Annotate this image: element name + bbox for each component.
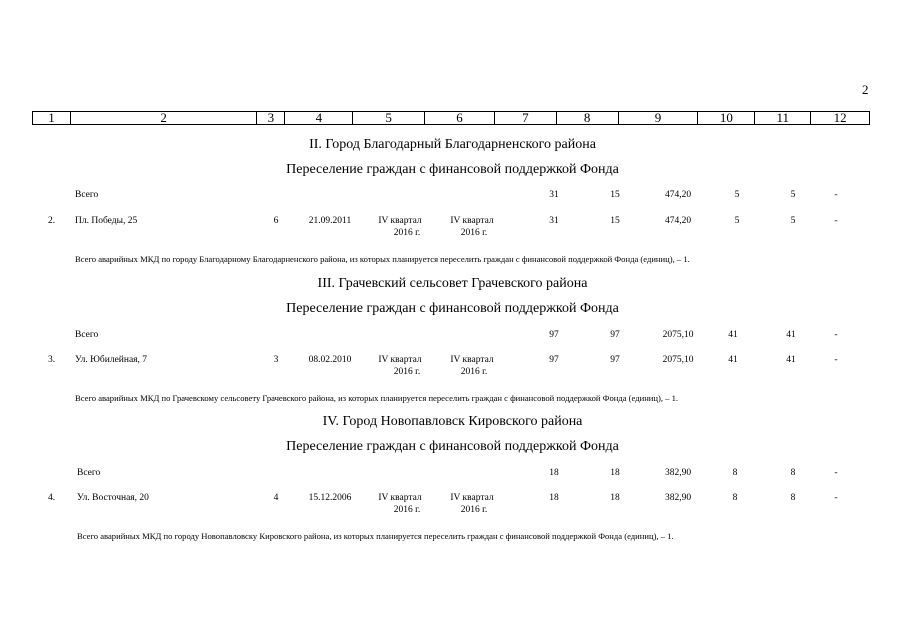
- row-col9: 382,90: [664, 493, 692, 503]
- total-col10: 41: [728, 330, 738, 340]
- row-col7: 31: [549, 216, 559, 226]
- total-col10: 8: [732, 468, 738, 478]
- row-col4: 21.09.2011: [308, 216, 352, 226]
- section-title: IV. Город Новопавловск Кировского района: [322, 414, 583, 429]
- row-col8: 97: [610, 355, 620, 365]
- row-col5-line1: IV квартал: [378, 493, 422, 503]
- total-col12: -: [834, 468, 838, 478]
- row-col12: -: [834, 355, 838, 365]
- col-header-2: 2: [71, 112, 258, 124]
- row-col7: 18: [549, 493, 559, 503]
- row-col3: 3: [273, 355, 279, 365]
- col-header-1: 1: [33, 112, 71, 124]
- total-col7: 18: [549, 468, 559, 478]
- col-header-4: 4: [285, 112, 353, 124]
- row-col5-line2: 2016 г.: [393, 505, 421, 515]
- row-col10: 5: [734, 216, 740, 226]
- row-col10: 41: [728, 355, 738, 365]
- col-header-9: 9: [619, 112, 699, 124]
- row-col8: 15: [610, 216, 620, 226]
- col-header-3: 3: [257, 112, 285, 124]
- row-col11: 41: [786, 355, 796, 365]
- row-col6-line1: IV квартал: [450, 216, 494, 226]
- total-col8: 18: [610, 468, 620, 478]
- row-col10: 8: [732, 493, 738, 503]
- row-col5-line1: IV квартал: [378, 355, 422, 365]
- total-col7: 31: [549, 190, 559, 200]
- total-col9: 474,20: [664, 190, 692, 200]
- row-number: 3.: [48, 355, 56, 365]
- section-subtitle: Переселение граждан с финансовой поддержкой Фонда: [286, 301, 619, 316]
- page-number: 2: [862, 82, 869, 97]
- row-col9: 2075,10: [662, 355, 694, 365]
- total-col10: 5: [734, 190, 740, 200]
- total-label: Всего: [77, 468, 101, 478]
- row-address: Пл. Победы, 25: [75, 216, 138, 226]
- section-summary-note: Всего аварийных МКД по городу Благодарному Благодарненского района, из которых планируется переселить граждан с финансовой поддержкой Фонда (единиц), – 1.: [75, 254, 690, 264]
- row-number: 4.: [48, 493, 56, 503]
- row-col5-line2: 2016 г.: [393, 228, 421, 238]
- row-col5-line1: IV квартал: [378, 216, 422, 226]
- col-header-8: 8: [557, 112, 619, 124]
- col-header-10: 10: [698, 112, 755, 124]
- section-subtitle: Переселение граждан с финансовой поддержкой Фонда: [286, 162, 619, 177]
- total-col12: -: [834, 330, 838, 340]
- row-col8: 18: [610, 493, 620, 503]
- row-col9: 474,20: [664, 216, 692, 226]
- section-summary-note: Всего аварийных МКД по городу Новопавловску Кировского района, из которых планируется переселить граждан с финансовой поддержкой Фонда (единиц), – 1.: [77, 531, 674, 541]
- total-col9: 382,90: [664, 468, 692, 478]
- total-label: Всего: [75, 330, 99, 340]
- col-header-12: 12: [833, 110, 847, 125]
- col-header-11: 11: [755, 112, 811, 124]
- section-title: III. Грачевский сельсовет Грачевского района: [317, 276, 588, 291]
- row-address: Ул. Юбилейная, 7: [75, 355, 148, 365]
- section-summary-note: Всего аварийных МКД по Грачевскому сельсовету Грачевского района, из которых планируется переселить граждан с финансовой поддержкой Фонда (единиц), – 1.: [75, 393, 679, 403]
- row-col6-line2: 2016 г.: [460, 228, 488, 238]
- row-number: 2.: [48, 216, 56, 226]
- total-col8: 97: [610, 330, 620, 340]
- total-col8: 15: [610, 190, 620, 200]
- col-header-6: 6: [425, 112, 495, 124]
- total-col7: 97: [549, 330, 559, 340]
- column-number-header: [32, 111, 870, 125]
- row-col12: -: [834, 493, 838, 503]
- row-col6-line2: 2016 г.: [460, 505, 488, 515]
- row-col7: 97: [549, 355, 559, 365]
- section-subtitle: Переселение граждан с финансовой поддержкой Фонда: [286, 439, 619, 454]
- total-col11: 8: [790, 468, 796, 478]
- row-col4: 15.12.2006: [308, 493, 352, 503]
- row-col4: 08.02.2010: [308, 355, 352, 365]
- row-col6-line1: IV квартал: [450, 355, 494, 365]
- row-col11: 5: [790, 216, 796, 226]
- row-address: Ул. Восточная, 20: [77, 493, 149, 503]
- total-label: Всего: [75, 190, 99, 200]
- row-col3: 6: [273, 216, 279, 226]
- row-col6-line2: 2016 г.: [460, 367, 488, 377]
- total-col11: 5: [790, 190, 796, 200]
- section-title: II. Город Благодарный Благодарненского района: [309, 137, 596, 152]
- col-header-7: 7: [495, 112, 557, 124]
- row-col5-line2: 2016 г.: [393, 367, 421, 377]
- row-col12: -: [834, 216, 838, 226]
- total-col11: 41: [786, 330, 796, 340]
- col-header-5: 5: [353, 112, 425, 124]
- total-col12: -: [834, 190, 838, 200]
- row-col3: 4: [273, 493, 279, 503]
- total-col9: 2075,10: [662, 330, 694, 340]
- row-col6-line1: IV квартал: [450, 493, 494, 503]
- row-col11: 8: [790, 493, 796, 503]
